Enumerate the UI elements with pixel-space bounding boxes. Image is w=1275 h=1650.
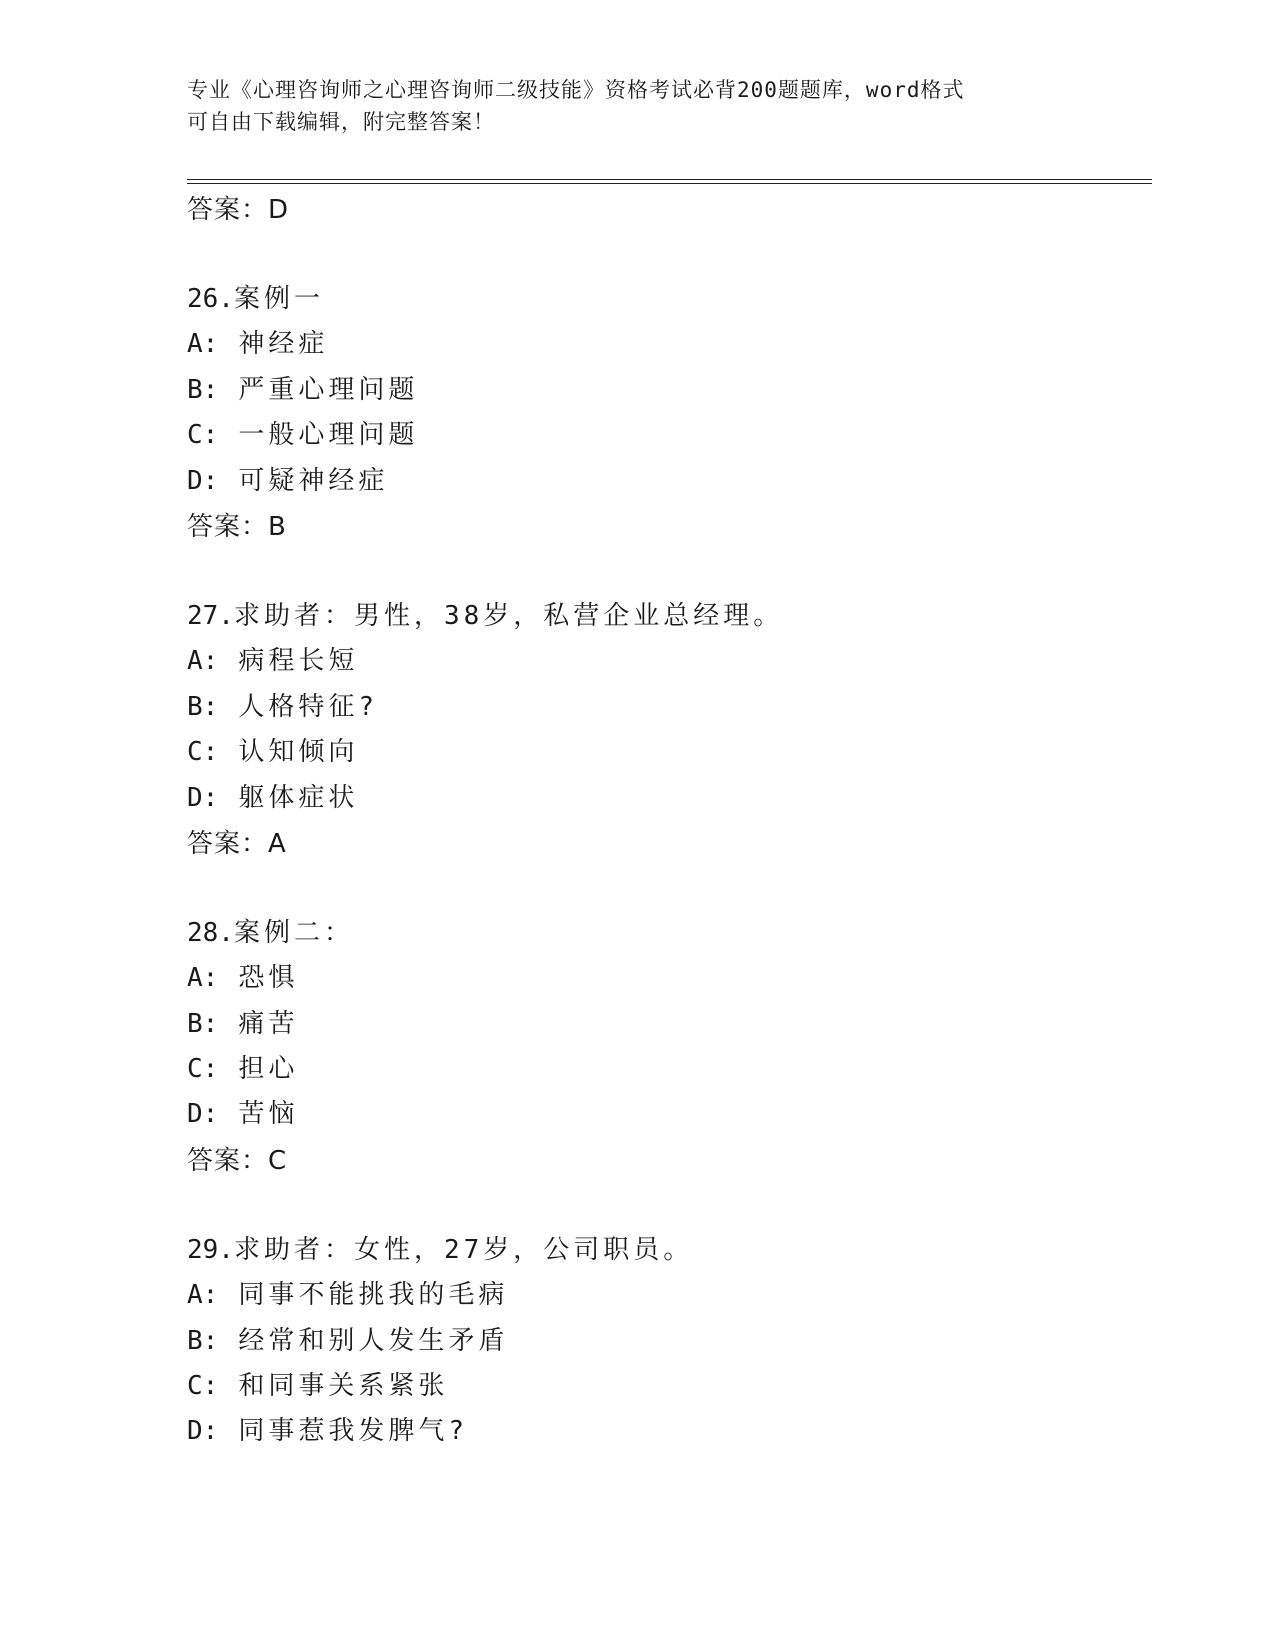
answer-value: C <box>268 1145 288 1176</box>
question-list <box>187 187 1147 1455</box>
option-letter: C: <box>187 420 219 451</box>
answer-label: 答案： <box>187 828 269 859</box>
option-c <box>187 1364 1147 1409</box>
option-c <box>187 730 1147 775</box>
option-text: 经常和别人发生矛盾 <box>238 1325 509 1356</box>
answer-label: 答案： <box>187 195 269 225</box>
option-text: 恐惧 <box>238 963 299 994</box>
question-number: 26. <box>187 284 234 314</box>
option-letter: D: <box>187 465 219 496</box>
option-a <box>187 956 1147 1001</box>
option-letter: D: <box>187 1099 219 1130</box>
option-letter: C: <box>187 1371 219 1402</box>
answer-value: A <box>268 828 287 859</box>
document-header <box>187 74 1067 138</box>
option-d <box>187 1409 1147 1454</box>
option-d <box>187 459 1147 504</box>
option-text: 可疑神经症 <box>238 465 389 496</box>
option-letter: A: <box>187 646 219 677</box>
option-d <box>187 1092 1147 1137</box>
option-text: 病程长短 <box>238 646 359 677</box>
option-a <box>187 1273 1147 1318</box>
header-title-line-2: 可自由下载编辑，附完整答案！ <box>187 110 495 134</box>
option-text: 一般心理问题 <box>238 420 419 451</box>
question-26 <box>187 277 1147 550</box>
option-letter: A: <box>187 329 219 360</box>
answer-line <box>187 821 1147 867</box>
option-text: 同事不能挑我的毛病 <box>238 1280 509 1311</box>
header-double-rule <box>187 179 1152 184</box>
option-letter: A: <box>187 1280 219 1311</box>
option-text: 痛苦 <box>238 1008 299 1039</box>
option-text: 人格特征? <box>238 691 378 722</box>
question-stem <box>187 1228 1147 1273</box>
question-stem <box>187 594 1147 639</box>
answer-value: B <box>268 511 287 542</box>
question-stem <box>187 277 1147 322</box>
option-letter: B: <box>187 1008 219 1039</box>
option-c <box>187 413 1147 458</box>
question-number: 29. <box>187 1234 234 1265</box>
option-d <box>187 776 1147 821</box>
question-28 <box>187 911 1147 1184</box>
option-letter: B: <box>187 691 219 722</box>
question-27 <box>187 594 1147 867</box>
option-text: 和同事关系紧张 <box>238 1371 449 1402</box>
answer-value: D <box>268 195 290 225</box>
option-a <box>187 322 1147 367</box>
option-letter: C: <box>187 1054 219 1085</box>
option-text: 严重心理问题 <box>238 374 419 405</box>
question-stem <box>187 911 1147 956</box>
option-b <box>187 1002 1147 1047</box>
option-text: 神经症 <box>238 329 329 360</box>
option-b <box>187 685 1147 730</box>
option-letter: D: <box>187 1416 219 1447</box>
option-b <box>187 1319 1147 1364</box>
option-b <box>187 368 1147 413</box>
question-29 <box>187 1228 1147 1455</box>
option-text: 苦恼 <box>238 1099 299 1130</box>
option-c <box>187 1047 1147 1092</box>
option-text: 认知倾向 <box>238 737 359 768</box>
option-letter: D: <box>187 782 219 813</box>
header-title-line-1: 专业《心理咨询师之心理咨询师二级技能》资格考试必背200题题库，word格式 <box>187 78 965 102</box>
option-a <box>187 639 1147 684</box>
question-number: 27. <box>187 600 234 631</box>
option-letter: B: <box>187 1325 219 1356</box>
option-text: 躯体症状 <box>238 782 359 813</box>
question-text: 案例一 <box>233 284 324 314</box>
answer-label: 答案： <box>187 511 269 542</box>
option-text: 同事惹我发脾气? <box>238 1416 468 1447</box>
answer-line <box>187 504 1147 550</box>
option-letter: A: <box>187 963 219 994</box>
option-letter: C: <box>187 737 219 768</box>
question-text: 求助者：女性，27岁，公司职员。 <box>233 1234 694 1265</box>
answer-line-prev <box>187 187 1147 233</box>
answer-label: 答案： <box>187 1145 269 1176</box>
question-text: 案例二： <box>233 917 354 948</box>
option-text: 担心 <box>238 1054 299 1085</box>
question-number: 28. <box>187 917 234 948</box>
answer-line <box>187 1138 1147 1184</box>
option-letter: B: <box>187 374 219 405</box>
question-text: 求助者：男性，38岁，私营企业总经理。 <box>233 600 784 631</box>
